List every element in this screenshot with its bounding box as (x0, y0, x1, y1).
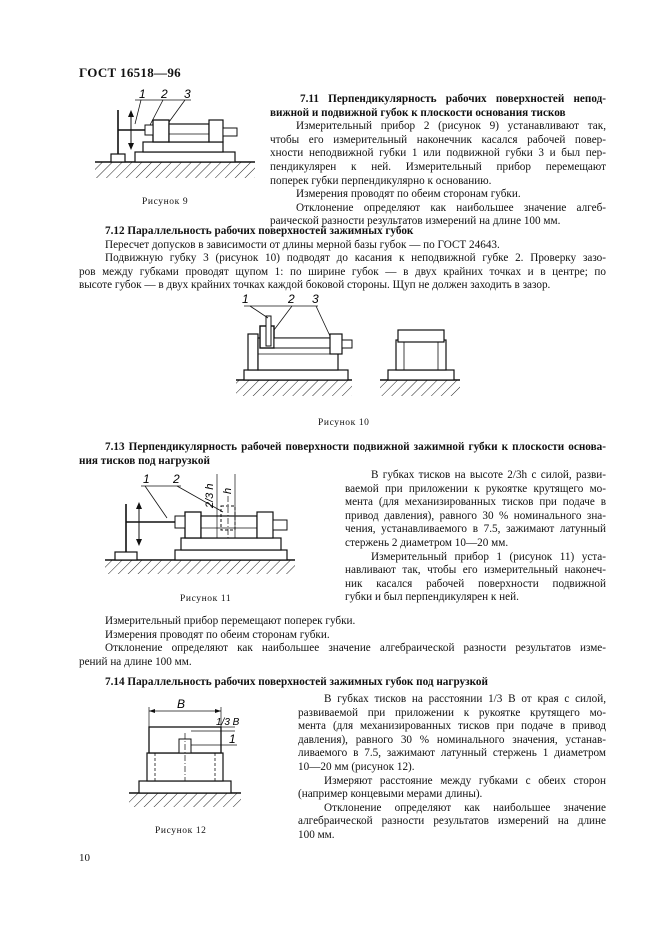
s714-p1-l1: В губках тисков на расстоянии 1/3 B от края с силой, (324, 693, 606, 705)
s711-p1-l5: поперек губки перпендикулярно к основанию. (270, 174, 492, 187)
fig9-caption: Рисунок 9 (142, 197, 189, 207)
fig9-label-2: 2 (161, 87, 168, 101)
s711-p1-l4: пендикулярен к ней. Измерительный прибор перемещают (270, 160, 606, 173)
s711-p3-l1: Отклонение определяют как наибольшее значение алгеб- (296, 201, 606, 214)
s714-p3-l1: Отклонение определяют как наибольшее значение (324, 801, 606, 814)
figure-11 (105, 468, 300, 583)
s712-title: 7.12 Параллельность рабочих поверхностей зажимных губок (105, 225, 414, 237)
s712-p1: Пересчет допусков в зависимости от длины мерной базы губок — по ГОСТ 24643. (105, 238, 500, 251)
page-header: ГОСТ 16518—96 (79, 65, 181, 80)
fig11-label-23h: 2/3 h (204, 483, 216, 508)
figure-9 (95, 87, 255, 195)
s713-p1-l3: мента (для механизированных тисков при подаче в (345, 496, 606, 509)
fig9-label-1: 1 (139, 87, 146, 101)
page-number: 10 (79, 852, 90, 864)
s713-p5-l2: рений на длине 100 мм. (79, 655, 192, 668)
section-7-14-title (79, 676, 606, 690)
s714-p2-l2: (например концевыми мерами длины). (298, 788, 483, 801)
fig10-caption: Рисунок 10 (318, 418, 370, 428)
s713-p5-l1: Отклонение определяют как наибольшее значение алгебраической разности результатов изме- (105, 642, 606, 655)
fig12-label-1: 1 (229, 732, 236, 746)
figure-12 (125, 697, 250, 812)
s712-p2-l3: высоте губок — в двух крайних точках каждой боковой стороны. Щуп не должен заходить в зазор. (79, 279, 551, 292)
s712-p2-l2: ров между губками проводят щупом 1: по ширине губок — в двух крайних точках и в центре; по (79, 265, 606, 278)
s712-p2-l1: Подвижную губку 3 (рисунок 10) подводят до касания к неподвижной губке 2. Проверку зазо- (105, 252, 606, 265)
s714-p1-l5: ливаемого в 7.5, зажимают латунный стержень 1 диаметром (298, 747, 606, 760)
s713-p1-l5: чения, устанавливаемого в 7.5, зажимают латунный (345, 523, 606, 536)
section-7-12 (79, 225, 606, 293)
s713-p1-l2: ваемой при приложении к рукоятке крутящего мо- (345, 482, 606, 495)
s713-p3: Измерительный прибор перемещают поперек губки. (105, 615, 356, 627)
fig12-label-b: B (177, 697, 186, 711)
fig11-label-2: 2 (173, 472, 180, 486)
section-7-13-bottom (79, 615, 606, 669)
s713-p4: Измерения проводят по обеим сторонам губки. (105, 628, 330, 641)
s714-p2-l1: Измеряют расстояние между губками с обеих сторон (324, 774, 606, 787)
s713-title-l2: ния тисков под нагрузкой (79, 454, 210, 467)
s711-p1-l3: хности неподвижной губки 1 или подвижной губки 3 и был пер- (270, 147, 606, 160)
fig10-label-2: 2 (288, 292, 295, 306)
fig11-label-h: h (222, 487, 234, 494)
section-7-13-right (345, 469, 606, 605)
section-7-11 (270, 93, 606, 229)
section-7-14-right (298, 693, 606, 843)
s713-p1-l4: привод давления), равного 30 % номинального зна- (345, 509, 606, 522)
fig9-label-3: 3 (184, 87, 191, 101)
s711-p3-l2: раической разности результатов измерений на длине 100 мм. (270, 215, 561, 228)
fig11-label-1: 1 (143, 472, 150, 486)
s714-p1-l4: давления), равного 30 % номинального значения, устанав- (298, 733, 606, 746)
s714-p3-l2: алгебраической разности результатов измерений на длине (298, 815, 606, 828)
fig12-label-13b: 1/3 B (216, 717, 240, 728)
s714-p1-l3: мента (для механизированных тисков при подаче в привод (298, 720, 606, 733)
s714-p1-l6: 10—20 мм (рисунок 12). (298, 760, 415, 773)
s711-title-l1: 7.11 Перпендикулярность рабочих поверхностей непод- (300, 93, 606, 105)
s713-p1-l1: В губках тисков на высоте 2/3h с силой, разви- (371, 469, 606, 481)
s713-title-l1: 7.13 Перпендикулярность рабочей поверхности подвижной зажимной губки к плоскости основа- (105, 441, 606, 453)
s711-p1-l2: чтобы его измерительный наконечник касался рабочей повер- (270, 133, 606, 146)
fig11-caption: Рисунок 11 (180, 594, 232, 604)
s711-p1-l1: Измерительный прибор 2 (рисунок 9) устанавливают так, (296, 120, 606, 133)
s711-p2: Измерения проводят по обеим сторонам губки. (296, 188, 521, 201)
s713-p2-l1: Измерительный прибор 1 (рисунок 11) уста- (371, 550, 606, 563)
s713-p2-l2: навливают так, чтобы его измерительный наконеч- (345, 564, 606, 577)
s714-p3-l3: 100 мм. (298, 828, 335, 841)
s711-title-l2: вижной и подвижной губок к плоскости основания тисков (270, 106, 566, 119)
section-7-13-title (79, 441, 606, 468)
s713-p2-l4: губки и был перпендикулярен к ней. (345, 591, 519, 604)
s714-p1-l2: развиваемой при приложении к рукоятке крутящего мо- (298, 706, 606, 719)
s714-title: 7.14 Параллельность рабочих поверхностей зажимных губок под нагрузкой (105, 676, 488, 688)
fig10-label-1: 1 (242, 292, 249, 306)
s713-p1-l6: стержень 2 диаметром 10—20 мм. (345, 536, 509, 549)
s713-p2-l3: ник касался рабочей поверхности подвижной (345, 577, 606, 590)
figure-10 (230, 290, 470, 405)
fig10-label-3: 3 (312, 292, 319, 306)
fig12-caption: Рисунок 12 (155, 826, 207, 836)
